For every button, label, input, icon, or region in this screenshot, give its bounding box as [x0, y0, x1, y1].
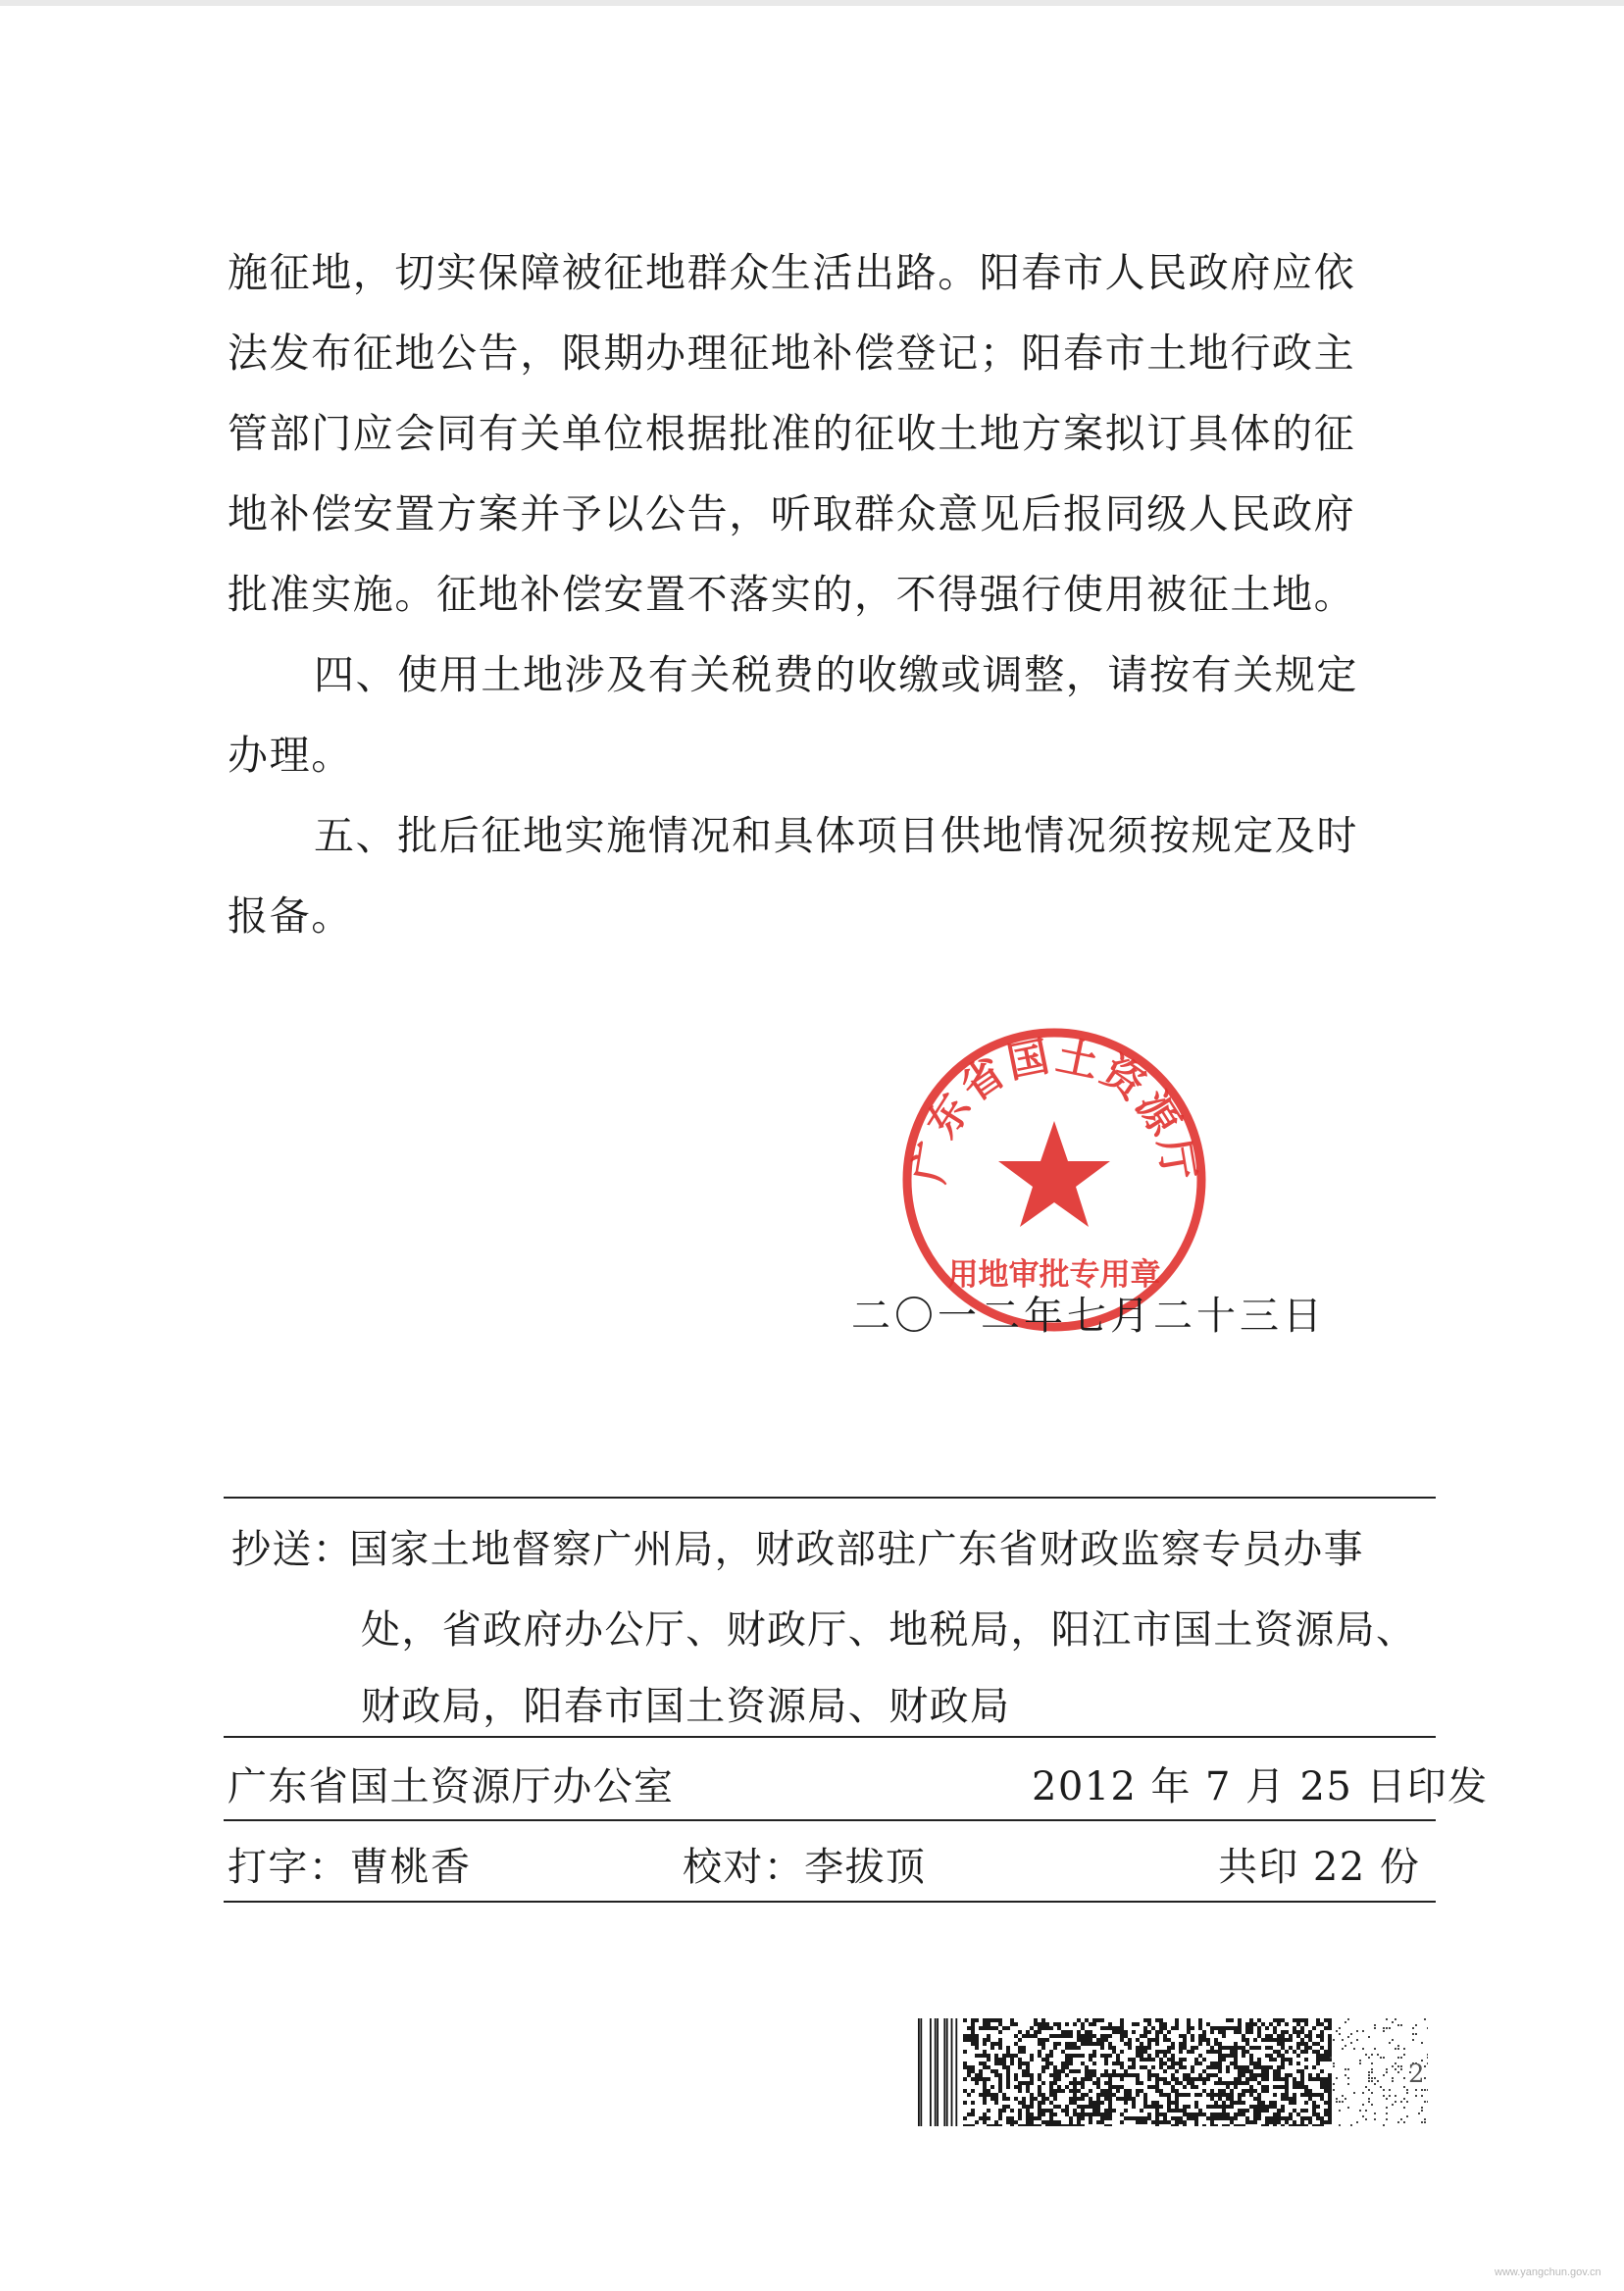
body-line-2: 法发布征地公告，限期办理征地补偿登记；阳春市土地行政主 — [228, 330, 1356, 377]
issue-date: 2012 年 7 月 25 日印发 — [1032, 1764, 1489, 1809]
body-line-8: 五、批后征地实施情况和具体项目供地情况须按规定及时 — [314, 812, 1358, 859]
seal-outer-text: 广东省国土资源厅 — [904, 1031, 1204, 1187]
cc-line-3: 财政局，阳春市国土资源局、财政局 — [361, 1684, 1011, 1729]
divider-top — [224, 1497, 1436, 1499]
site-watermark-logo — [1491, 2256, 1608, 2285]
proofreader: 校对：李拔顶 — [683, 1845, 927, 1890]
typist: 打字：曹桃香 — [228, 1845, 472, 1890]
document-date: 二〇一二年七月二十三日 — [851, 1294, 1326, 1339]
seal-inner-text: 用地审批专用章 — [947, 1257, 1161, 1293]
barcode-icon — [918, 2018, 1428, 2126]
page-number: 2 — [1408, 2060, 1425, 2089]
cc-line-1: 国家土地督察广州局，财政部驻广东省财政监察专员办事 — [349, 1527, 1364, 1572]
issuing-office: 广东省国土资源厅办公室 — [228, 1764, 675, 1809]
body-line-3: 管部门应会同有关单位根据批准的征收土地方案拟订具体的征 — [228, 410, 1356, 457]
body-line-7: 办理。 — [228, 732, 353, 779]
body-line-9: 报备。 — [228, 892, 353, 940]
copy-count: 共印 22 份 — [1218, 1845, 1421, 1890]
seal-star-icon — [998, 1121, 1110, 1227]
cc-label: 抄送： — [231, 1527, 354, 1572]
divider-mid — [224, 1736, 1436, 1738]
body-line-4: 地补偿安置方案并予以公告，听取群众意见后报同级人民政府 — [228, 490, 1356, 537]
divider-lower — [224, 1819, 1436, 1821]
divider-bottom — [224, 1901, 1436, 1903]
svg-text:www.yangchun.gov.cn: www.yangchun.gov.cn — [1495, 2266, 1601, 2278]
scan-edge — [0, 0, 1624, 6]
body-line-5: 批准实施。征地补偿安置不落实的，不得强行使用被征土地。 — [228, 571, 1356, 618]
cc-line-2: 处，省政府办公厅、财政厅、地税局，阳江市国土资源局、 — [361, 1607, 1417, 1653]
body-line-1: 施征地，切实保障被征地群众生活出路。阳春市人民政府应依 — [228, 249, 1356, 296]
body-line-6: 四、使用土地涉及有关税费的收缴或调整，请按有关规定 — [314, 651, 1358, 698]
